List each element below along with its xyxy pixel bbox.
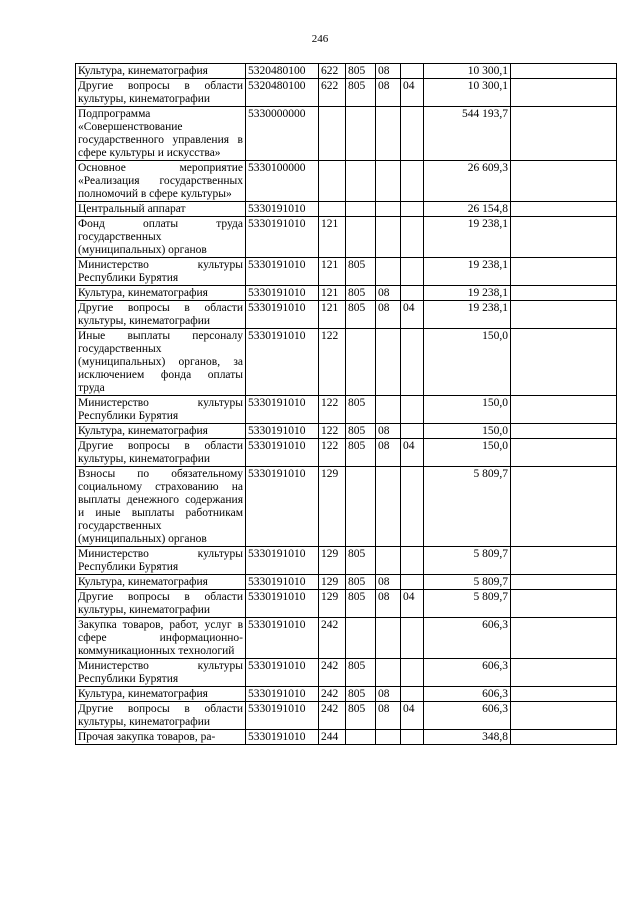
target-article-code: 5330191010 xyxy=(246,396,319,424)
target-article-code: 5330191010 xyxy=(246,702,319,730)
item-name: Министерство культуры Республики Бурятия xyxy=(76,547,246,575)
empty-cell xyxy=(511,590,617,618)
target-article-code: 5330191010 xyxy=(246,217,319,258)
item-name: Культура, кинематография xyxy=(76,575,246,590)
item-name: Другие вопросы в области культуры, кинематографии xyxy=(76,439,246,467)
item-name: Министерство культуры Республики Бурятия xyxy=(76,659,246,687)
target-article-code: 5330191010 xyxy=(246,547,319,575)
amount: 19 238,1 xyxy=(424,301,511,329)
expense-type-code: 622 xyxy=(319,79,346,107)
target-article-code: 5330191010 xyxy=(246,424,319,439)
amount: 606,3 xyxy=(424,659,511,687)
item-name: Культура, кинематография xyxy=(76,64,246,79)
subsection-code xyxy=(401,575,424,590)
amount: 19 238,1 xyxy=(424,217,511,258)
expense-type-code: 129 xyxy=(319,467,346,547)
target-article-code: 5330191010 xyxy=(246,687,319,702)
amount: 606,3 xyxy=(424,618,511,659)
expense-type-code: 121 xyxy=(319,258,346,286)
amount: 5 809,7 xyxy=(424,590,511,618)
empty-cell xyxy=(511,575,617,590)
department-code: 805 xyxy=(346,301,376,329)
subsection-code xyxy=(401,217,424,258)
section-code: 08 xyxy=(376,590,401,618)
target-article-code: 5330191010 xyxy=(246,202,319,217)
item-name: Взносы по обязательному социальному страхованию на выплаты денежного содержания и иные выплаты работникам государственных (муниципальных) органов xyxy=(76,467,246,547)
section-code: 08 xyxy=(376,575,401,590)
section-code xyxy=(376,202,401,217)
expense-type-code: 122 xyxy=(319,329,346,396)
empty-cell xyxy=(511,687,617,702)
table-row xyxy=(76,202,617,217)
expense-type-code xyxy=(319,202,346,217)
expense-type-code: 622 xyxy=(319,64,346,79)
target-article-code: 5330191010 xyxy=(246,730,319,745)
subsection-code: 04 xyxy=(401,590,424,618)
item-name: Другие вопросы в области культуры, кинематографии xyxy=(76,79,246,107)
subsection-code xyxy=(401,687,424,702)
amount: 10 300,1 xyxy=(424,64,511,79)
department-code: 805 xyxy=(346,79,376,107)
expense-type-code xyxy=(319,161,346,202)
expense-type-code: 242 xyxy=(319,702,346,730)
table-row xyxy=(76,467,617,547)
empty-cell xyxy=(511,439,617,467)
subsection-code xyxy=(401,396,424,424)
expense-type-code: 242 xyxy=(319,687,346,702)
section-code xyxy=(376,107,401,161)
item-name: Культура, кинематография xyxy=(76,687,246,702)
section-code: 08 xyxy=(376,687,401,702)
subsection-code xyxy=(401,286,424,301)
empty-cell xyxy=(511,396,617,424)
department-code xyxy=(346,161,376,202)
department-code: 805 xyxy=(346,396,376,424)
amount: 606,3 xyxy=(424,687,511,702)
department-code: 805 xyxy=(346,64,376,79)
expense-type-code: 121 xyxy=(319,217,346,258)
item-name: Министерство культуры Республики Бурятия xyxy=(76,258,246,286)
amount: 26 154,8 xyxy=(424,202,511,217)
target-article-code: 5330191010 xyxy=(246,467,319,547)
section-code xyxy=(376,730,401,745)
empty-cell xyxy=(511,467,617,547)
table-row xyxy=(76,286,617,301)
item-name: Иные выплаты персоналу государственных (муниципальных) органов, за исключением фонда оплаты труда xyxy=(76,329,246,396)
target-article-code: 5330100000 xyxy=(246,161,319,202)
table-row xyxy=(76,590,617,618)
subsection-code xyxy=(401,258,424,286)
section-code xyxy=(376,547,401,575)
empty-cell xyxy=(511,301,617,329)
empty-cell xyxy=(511,79,617,107)
empty-cell xyxy=(511,424,617,439)
empty-cell xyxy=(511,286,617,301)
table-row xyxy=(76,329,617,396)
section-code: 08 xyxy=(376,79,401,107)
department-code xyxy=(346,217,376,258)
target-article-code: 5330191010 xyxy=(246,301,319,329)
amount: 348,8 xyxy=(424,730,511,745)
expense-type-code: 121 xyxy=(319,286,346,301)
table-body xyxy=(76,64,617,745)
subsection-code xyxy=(401,64,424,79)
section-code xyxy=(376,161,401,202)
subsection-code: 04 xyxy=(401,79,424,107)
section-code xyxy=(376,618,401,659)
expense-type-code: 129 xyxy=(319,547,346,575)
department-code: 805 xyxy=(346,439,376,467)
department-code xyxy=(346,329,376,396)
budget-table xyxy=(75,63,617,745)
department-code: 805 xyxy=(346,258,376,286)
table-row xyxy=(76,618,617,659)
subsection-code xyxy=(401,547,424,575)
subsection-code: 04 xyxy=(401,702,424,730)
amount: 150,0 xyxy=(424,439,511,467)
department-code xyxy=(346,107,376,161)
item-name: Основное мероприятие «Реализация государственных полномочий в сфере культуры» xyxy=(76,161,246,202)
subsection-code xyxy=(401,730,424,745)
empty-cell xyxy=(511,107,617,161)
section-code: 08 xyxy=(376,439,401,467)
item-name: Другие вопросы в области культуры, кинематографии xyxy=(76,590,246,618)
amount: 150,0 xyxy=(424,396,511,424)
subsection-code: 04 xyxy=(401,301,424,329)
department-code xyxy=(346,202,376,217)
department-code: 805 xyxy=(346,424,376,439)
empty-cell xyxy=(511,730,617,745)
expense-type-code: 244 xyxy=(319,730,346,745)
section-code: 08 xyxy=(376,64,401,79)
subsection-code xyxy=(401,107,424,161)
table-row xyxy=(76,575,617,590)
target-article-code: 5320480100 xyxy=(246,64,319,79)
department-code: 805 xyxy=(346,659,376,687)
section-code xyxy=(376,217,401,258)
section-code xyxy=(376,329,401,396)
subsection-code xyxy=(401,618,424,659)
empty-cell xyxy=(511,618,617,659)
expense-type-code: 122 xyxy=(319,439,346,467)
empty-cell xyxy=(511,659,617,687)
department-code: 805 xyxy=(346,687,376,702)
expense-type-code: 122 xyxy=(319,396,346,424)
department-code: 805 xyxy=(346,590,376,618)
amount: 26 609,3 xyxy=(424,161,511,202)
expense-type-code xyxy=(319,107,346,161)
department-code: 805 xyxy=(346,547,376,575)
amount: 5 809,7 xyxy=(424,575,511,590)
subsection-code xyxy=(401,659,424,687)
item-name: Министерство культуры Республики Бурятия xyxy=(76,396,246,424)
table-row xyxy=(76,702,617,730)
amount: 5 809,7 xyxy=(424,467,511,547)
item-name: Другие вопросы в области культуры, кинематографии xyxy=(76,702,246,730)
table-row xyxy=(76,79,617,107)
department-code: 805 xyxy=(346,702,376,730)
target-article-code: 5320480100 xyxy=(246,79,319,107)
subsection-code xyxy=(401,161,424,202)
amount: 19 238,1 xyxy=(424,258,511,286)
target-article-code: 5330191010 xyxy=(246,659,319,687)
amount: 150,0 xyxy=(424,424,511,439)
table-row xyxy=(76,659,617,687)
expense-type-code: 121 xyxy=(319,301,346,329)
amount: 544 193,7 xyxy=(424,107,511,161)
section-code xyxy=(376,659,401,687)
amount: 5 809,7 xyxy=(424,547,511,575)
table-row xyxy=(76,161,617,202)
expense-type-code: 242 xyxy=(319,659,346,687)
department-code xyxy=(346,618,376,659)
expense-type-code: 242 xyxy=(319,618,346,659)
item-name: Фонд оплаты труда государственных (муниципальных) органов xyxy=(76,217,246,258)
empty-cell xyxy=(511,547,617,575)
empty-cell xyxy=(511,258,617,286)
target-article-code: 5330191010 xyxy=(246,439,319,467)
section-code: 08 xyxy=(376,424,401,439)
page-number: 246 xyxy=(311,33,329,45)
table-row xyxy=(76,439,617,467)
target-article-code: 5330191010 xyxy=(246,329,319,396)
department-code xyxy=(346,730,376,745)
expense-type-code: 129 xyxy=(319,590,346,618)
department-code: 805 xyxy=(346,286,376,301)
expense-type-code: 129 xyxy=(319,575,346,590)
item-name: Подпрограмма «Совершенствование государственного управления в сфере культуры и искусства» xyxy=(76,107,246,161)
amount: 606,3 xyxy=(424,702,511,730)
table-row xyxy=(76,217,617,258)
section-code xyxy=(376,396,401,424)
empty-cell xyxy=(511,64,617,79)
table-row xyxy=(76,301,617,329)
target-article-code: 5330191010 xyxy=(246,286,319,301)
item-name: Закупка товаров, работ, услуг в сфере информационно-коммуникационных технологий xyxy=(76,618,246,659)
section-code: 08 xyxy=(376,301,401,329)
target-article-code: 5330191010 xyxy=(246,575,319,590)
department-code: 805 xyxy=(346,575,376,590)
table-row xyxy=(76,396,617,424)
subsection-code xyxy=(401,202,424,217)
table-row xyxy=(76,424,617,439)
section-code xyxy=(376,467,401,547)
table-row xyxy=(76,547,617,575)
amount: 10 300,1 xyxy=(424,79,511,107)
table-row xyxy=(76,687,617,702)
table-row xyxy=(76,64,617,79)
amount: 19 238,1 xyxy=(424,286,511,301)
target-article-code: 5330191010 xyxy=(246,258,319,286)
target-article-code: 5330191010 xyxy=(246,590,319,618)
section-code xyxy=(376,258,401,286)
table-row xyxy=(76,107,617,161)
table-row xyxy=(76,730,617,745)
amount: 150,0 xyxy=(424,329,511,396)
item-name: Другие вопросы в области культуры, кинематографии xyxy=(76,301,246,329)
table-row xyxy=(76,258,617,286)
item-name: Культура, кинематография xyxy=(76,286,246,301)
subsection-code xyxy=(401,467,424,547)
empty-cell xyxy=(511,202,617,217)
empty-cell xyxy=(511,161,617,202)
section-code: 08 xyxy=(376,286,401,301)
target-article-code: 5330000000 xyxy=(246,107,319,161)
subsection-code: 04 xyxy=(401,439,424,467)
empty-cell xyxy=(511,702,617,730)
item-name: Центральный аппарат xyxy=(76,202,246,217)
expense-type-code: 122 xyxy=(319,424,346,439)
item-name: Культура, кинематография xyxy=(76,424,246,439)
item-name: Прочая закупка товаров, ра- xyxy=(76,730,246,745)
subsection-code xyxy=(401,329,424,396)
empty-cell xyxy=(511,329,617,396)
empty-cell xyxy=(511,217,617,258)
target-article-code: 5330191010 xyxy=(246,618,319,659)
department-code xyxy=(346,467,376,547)
section-code: 08 xyxy=(376,702,401,730)
subsection-code xyxy=(401,424,424,439)
